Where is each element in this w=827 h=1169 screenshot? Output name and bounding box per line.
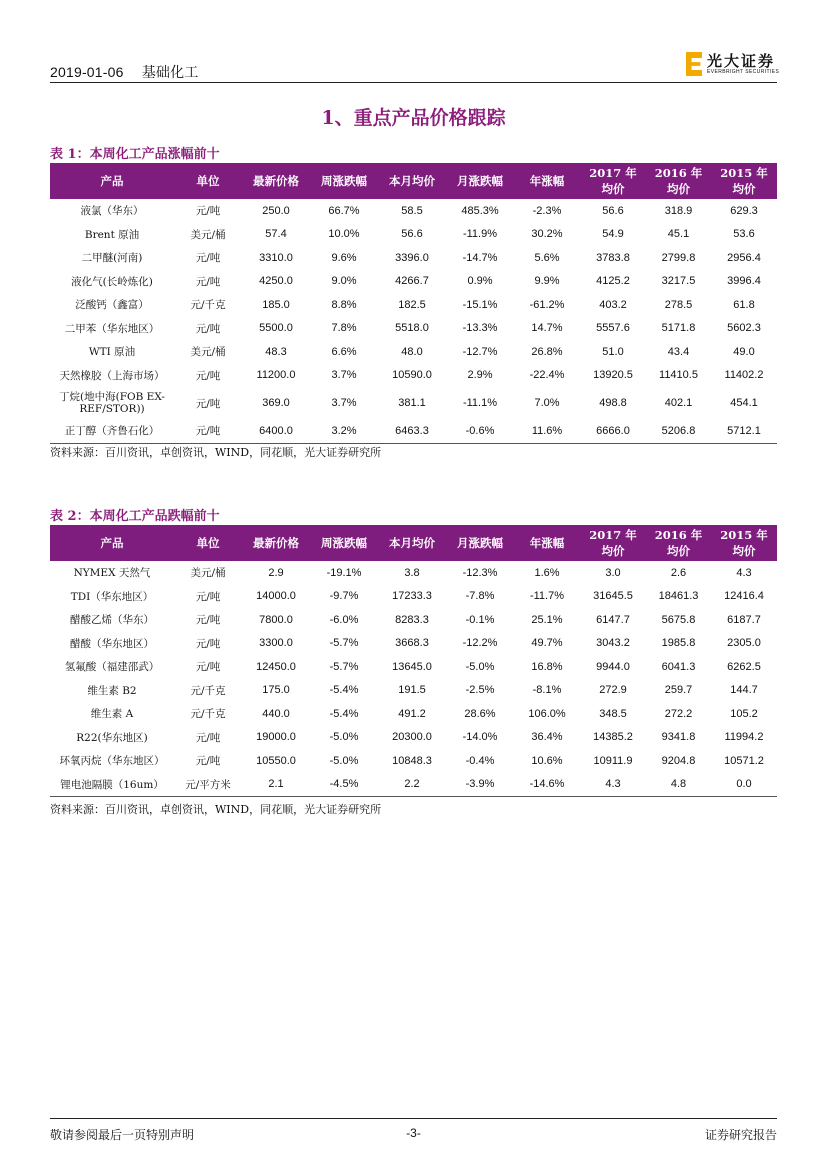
- value-cell: 8283.3: [395, 613, 429, 626]
- value-cell: -14.7%: [462, 251, 498, 264]
- column-header: [50, 163, 174, 199]
- section-title: 1、重点产品价格跟踪: [321, 107, 506, 129]
- value-cell: 6262.5: [727, 660, 761, 673]
- unit-cell: 元/吨: [195, 590, 221, 603]
- column-header: [50, 525, 174, 561]
- column-header-text: 均价: [732, 182, 756, 196]
- value-cell: 0.9%: [467, 275, 493, 288]
- unit-cell: 美元/桶: [190, 567, 226, 580]
- value-cell: 12450.0: [256, 660, 296, 673]
- value-cell: 381.1: [398, 397, 426, 409]
- value-cell: 9.0%: [331, 275, 357, 288]
- value-cell: 10550.0: [256, 754, 296, 767]
- column-header-text: 月涨跌幅: [457, 174, 503, 188]
- product-cell: 环氧丙烷（华东地区）: [59, 755, 165, 768]
- value-cell: 4266.7: [395, 275, 429, 288]
- unit-cell: 元/吨: [195, 397, 221, 410]
- value-cell: 6147.7: [596, 613, 630, 626]
- column-header-text: 月涨跌幅: [457, 536, 503, 550]
- value-cell: 11402.2: [724, 369, 764, 382]
- value-cell: 0.0: [711, 773, 777, 797]
- value-cell: 106.0%: [528, 707, 566, 720]
- value-cell: -9.7%: [329, 590, 359, 603]
- product-cell: R22(华东地区): [76, 731, 148, 744]
- product-cell: 泛酸钙（鑫富）: [75, 299, 149, 312]
- table-row: [50, 561, 777, 585]
- unit-cell: 元/吨: [195, 637, 221, 650]
- footer-disclaimer: 敬请参阅最后一页特别声明: [50, 1128, 195, 1142]
- unit-cell: 元/吨: [195, 275, 221, 288]
- value-cell: 49.7%: [531, 637, 563, 650]
- product-cell: TDI（华东地区）: [70, 590, 154, 603]
- value-cell: 61.8: [733, 298, 755, 311]
- table-row: [50, 655, 777, 679]
- value-cell: 10.0%: [328, 228, 360, 241]
- column-header-text: 均价: [601, 544, 625, 558]
- value-cell: 250.0: [262, 204, 290, 217]
- value-cell: 57.4: [265, 228, 287, 241]
- value-cell: 3.2%: [310, 419, 378, 443]
- column-header: [310, 163, 378, 199]
- value-cell: 7800.0: [259, 613, 293, 626]
- value-cell: 2.2: [378, 773, 446, 797]
- value-cell: 3300.0: [259, 637, 293, 650]
- value-cell: 2305.0: [727, 637, 761, 650]
- value-cell: 11200.0: [256, 369, 296, 382]
- product-cell: 液氯（华东）: [80, 205, 144, 218]
- unit-cell: 元/吨: [195, 205, 221, 218]
- unit-cell: 元/吨: [195, 614, 221, 627]
- value-cell: 58.5: [401, 204, 423, 217]
- value-cell: -0.4%: [465, 754, 495, 767]
- table-row: [50, 608, 777, 632]
- table-row: [50, 199, 777, 223]
- value-cell: 3.7%: [331, 397, 357, 409]
- unit-cell: 元/吨: [195, 731, 221, 744]
- value-cell: 3310.0: [259, 251, 293, 264]
- column-header: [711, 163, 777, 199]
- unit-cell: 元/千克: [190, 299, 226, 312]
- value-cell: 2799.8: [661, 251, 696, 264]
- value-cell: 9.9%: [534, 275, 560, 288]
- value-cell: 28.6%: [464, 707, 496, 720]
- product-cell: 丁烷(地中海(FOB EX-REF/STOR)): [59, 391, 165, 415]
- value-cell: -14.6%: [514, 773, 580, 797]
- value-cell: 5206.8: [646, 419, 711, 443]
- table-row: [50, 679, 777, 703]
- value-cell: -12.2%: [462, 637, 498, 650]
- table-row: [50, 749, 777, 773]
- unit-cell: 元/吨: [195, 322, 221, 335]
- column-header-text: 2017 年: [589, 166, 637, 180]
- footer-report-type: 证券研究报告: [704, 1128, 777, 1142]
- column-header: [242, 525, 310, 561]
- column-header-text: 本月均价: [389, 536, 435, 550]
- value-cell: 7.0%: [534, 397, 560, 409]
- value-cell: 182.5: [398, 298, 426, 311]
- column-header-text: 产品: [100, 536, 124, 550]
- value-cell: 36.4%: [531, 731, 563, 744]
- value-cell: -5.4%: [329, 684, 359, 697]
- column-header-text: 2017 年: [589, 528, 637, 542]
- value-cell: 6666.0: [580, 419, 646, 443]
- value-cell: 53.6: [733, 228, 755, 241]
- value-cell: -61.2%: [529, 298, 565, 311]
- value-cell: 9204.8: [661, 754, 696, 767]
- value-cell: -2.3%: [532, 204, 562, 217]
- value-cell: -2.5%: [465, 684, 495, 697]
- value-cell: 20300.0: [392, 731, 432, 744]
- logo-text-en: EVERBRIGHT SECURITIES: [707, 69, 780, 75]
- column-header: [711, 525, 777, 561]
- value-cell: 402.1: [664, 397, 693, 409]
- value-cell: -5.4%: [329, 707, 359, 720]
- value-cell: 5.6%: [534, 251, 560, 264]
- unit-cell: 美元/桶: [190, 346, 226, 359]
- value-cell: 144.7: [730, 684, 758, 697]
- unit-cell: 元/吨: [195, 755, 221, 768]
- table-row: [50, 223, 777, 247]
- value-cell: 2.1: [242, 773, 310, 797]
- value-cell: -14.0%: [462, 731, 498, 744]
- table-row: [50, 293, 777, 317]
- value-cell: 5500.0: [259, 322, 293, 335]
- value-cell: 498.8: [599, 397, 627, 409]
- column-header: [580, 525, 646, 561]
- value-cell: -5.7%: [329, 660, 359, 673]
- value-cell: 2.9%: [467, 369, 493, 382]
- column-header-text: 单位: [196, 536, 220, 550]
- column-header-text: 均价: [667, 544, 690, 558]
- table-top-gainers: [50, 163, 777, 444]
- value-cell: 14000.0: [256, 590, 296, 603]
- value-cell: 3783.8: [596, 251, 630, 264]
- value-cell: 2.6: [670, 566, 687, 579]
- value-cell: -7.8%: [465, 590, 495, 603]
- value-cell: 6463.3: [378, 419, 446, 443]
- value-cell: 259.7: [664, 684, 693, 697]
- product-cell: 正丁醇（齐鲁石化）: [50, 419, 174, 443]
- value-cell: -4.5%: [310, 773, 378, 797]
- value-cell: 56.6: [401, 228, 423, 241]
- value-cell: 17233.3: [392, 590, 432, 603]
- unit-cell: 元/吨: [195, 252, 221, 265]
- value-cell: 3.8: [404, 566, 420, 579]
- value-cell: 10911.9: [593, 754, 633, 767]
- value-cell: 13920.5: [593, 369, 633, 382]
- value-cell: 10.6%: [531, 754, 563, 767]
- product-cell: WTI 原油: [88, 346, 136, 359]
- product-cell: Brent 原油: [84, 228, 140, 241]
- value-cell: 9944.0: [596, 660, 630, 673]
- value-cell: -6.0%: [329, 613, 359, 626]
- column-header: [174, 163, 242, 199]
- table-row: [50, 270, 777, 294]
- unit-cell: 美元/桶: [190, 228, 226, 241]
- value-cell: 48.3: [265, 345, 287, 358]
- value-cell: 3217.5: [661, 275, 696, 288]
- value-cell: -15.1%: [462, 298, 498, 311]
- value-cell: 4.3: [736, 566, 752, 579]
- value-cell: 6187.7: [727, 613, 761, 626]
- value-cell: -11.1%: [462, 397, 498, 409]
- value-cell: 49.0: [733, 345, 755, 358]
- value-cell: 2.9: [268, 566, 284, 579]
- column-header: [378, 525, 446, 561]
- table-row: [50, 702, 777, 726]
- value-cell: 4.8: [646, 773, 711, 797]
- value-cell: 48.0: [401, 345, 423, 358]
- product-cell: 液化气(长岭炼化): [71, 275, 153, 288]
- value-cell: -22.4%: [529, 369, 565, 382]
- value-cell: 14385.2: [593, 731, 633, 744]
- value-cell: 454.1: [730, 397, 758, 409]
- value-cell: 13645.0: [392, 660, 432, 673]
- value-cell: 3396.0: [395, 251, 429, 264]
- product-cell: 维生素 A: [90, 708, 134, 721]
- column-header: [646, 525, 711, 561]
- column-header-text: 年涨幅: [529, 174, 565, 188]
- value-cell: 369.0: [262, 397, 290, 409]
- page-number: -3-: [406, 1126, 421, 1140]
- value-cell: 51.0: [602, 345, 624, 358]
- value-cell: -11.7%: [529, 590, 565, 603]
- value-cell: -0.1%: [465, 613, 495, 626]
- value-cell: -12.7%: [462, 345, 498, 358]
- value-cell: 1.6%: [534, 566, 560, 579]
- value-cell: 3043.2: [596, 637, 630, 650]
- value-cell: 45.1: [667, 228, 690, 241]
- table-row: [50, 246, 777, 270]
- column-header: [378, 163, 446, 199]
- value-cell: 485.3%: [461, 204, 499, 217]
- table-row: [50, 340, 777, 364]
- column-header-text: 产品: [100, 174, 124, 188]
- logo-mark-icon: [686, 52, 702, 76]
- column-header-text: 2015 年: [720, 166, 768, 180]
- value-cell: 4250.0: [259, 275, 293, 288]
- value-cell: -11.9%: [462, 228, 498, 241]
- value-cell: 3.0: [605, 566, 621, 579]
- table-header-row: [50, 163, 777, 199]
- product-cell: 氢氟酸（福建邵武）: [64, 661, 160, 674]
- value-cell: 19000.0: [256, 731, 296, 744]
- value-cell: -5.0%: [329, 731, 359, 744]
- unit-cell: 元/吨: [174, 419, 242, 443]
- value-cell: 3.7%: [331, 369, 357, 382]
- value-cell: 10848.3: [392, 754, 432, 767]
- unit-cell: 元/平方米: [174, 773, 242, 797]
- table-row: [50, 773, 777, 797]
- value-cell: 5557.6: [596, 322, 630, 335]
- value-cell: 5675.8: [661, 613, 696, 626]
- table2-source: 资料来源：百川资讯，卓创资讯，WIND，同花顺，光大证券研究所: [50, 803, 382, 816]
- table-row: [50, 585, 777, 609]
- value-cell: -5.0%: [465, 660, 495, 673]
- value-cell: 5518.0: [395, 322, 429, 335]
- column-header: [174, 525, 242, 561]
- value-cell: 318.9: [664, 204, 693, 217]
- column-header: [310, 525, 378, 561]
- value-cell: 5712.1: [711, 419, 777, 443]
- value-cell: -13.3%: [462, 322, 498, 335]
- value-cell: 185.0: [262, 298, 290, 311]
- product-cell: 二甲醚(河南): [81, 252, 143, 265]
- value-cell: 272.2: [664, 707, 693, 720]
- value-cell: 5602.3: [727, 322, 761, 335]
- value-cell: 6400.0: [242, 419, 310, 443]
- table2-caption: 表 2：本周化工产品跌幅前十: [50, 509, 220, 524]
- product-cell: 维生素 B2: [87, 684, 137, 697]
- value-cell: -19.1%: [326, 566, 362, 579]
- unit-cell: 元/吨: [195, 661, 221, 674]
- column-header: [514, 525, 580, 561]
- column-header: [446, 525, 514, 561]
- table1-caption: 表 1：本周化工产品涨幅前十: [50, 147, 220, 162]
- value-cell: 31645.5: [593, 590, 633, 603]
- broker-logo: [686, 50, 782, 80]
- column-header-text: 2015 年: [720, 528, 768, 542]
- header-divider: [50, 82, 777, 83]
- value-cell: 25.1%: [531, 613, 563, 626]
- value-cell: -5.0%: [329, 754, 359, 767]
- column-header-text: 单位: [196, 174, 220, 188]
- product-cell: 醋酸（华东地区）: [70, 637, 154, 650]
- column-header-text: 本月均价: [389, 174, 435, 188]
- report-date: 2019-01-06: [50, 64, 124, 80]
- value-cell: 14.7%: [531, 322, 563, 335]
- product-cell: NYMEX 天然气: [73, 567, 151, 580]
- value-cell: 66.7%: [328, 204, 360, 217]
- table-row: [50, 317, 777, 341]
- value-cell: 278.5: [664, 298, 693, 311]
- column-header-text: 周涨跌幅: [321, 174, 367, 188]
- value-cell: 10590.0: [392, 369, 432, 382]
- product-cell: 锂电池隔膜（16um）: [50, 773, 174, 797]
- value-cell: 348.5: [599, 707, 627, 720]
- value-cell: 11994.2: [724, 731, 764, 744]
- value-cell: 4.3: [580, 773, 646, 797]
- value-cell: -12.3%: [462, 566, 498, 579]
- column-header: [646, 163, 711, 199]
- value-cell: 56.6: [602, 204, 624, 217]
- column-header-text: 均价: [601, 182, 625, 196]
- value-cell: 9341.8: [661, 731, 696, 744]
- product-cell: 二甲苯（华东地区）: [64, 322, 160, 335]
- logo-text-cn: 光大证券: [707, 52, 776, 70]
- unit-cell: 元/吨: [195, 369, 221, 382]
- value-cell: 12416.4: [724, 590, 764, 603]
- column-header-text: 最新价格: [253, 174, 299, 188]
- product-cell: 天然橡胶（上海市场）: [59, 369, 165, 382]
- column-header: [446, 163, 514, 199]
- column-header-text: 均价: [667, 182, 690, 196]
- table-row: [50, 364, 777, 388]
- footer-divider: [50, 1118, 777, 1119]
- value-cell: 440.0: [262, 707, 290, 720]
- value-cell: 43.4: [667, 345, 690, 358]
- report-header: [50, 62, 213, 82]
- value-cell: 7.8%: [331, 322, 357, 335]
- value-cell: 1985.8: [661, 637, 696, 650]
- column-header: [514, 163, 580, 199]
- table-row: [50, 632, 777, 656]
- column-header-text: 周涨跌幅: [321, 536, 367, 550]
- value-cell: 272.9: [599, 684, 627, 697]
- value-cell: 16.8%: [531, 660, 563, 673]
- column-header: [242, 163, 310, 199]
- value-cell: -3.9%: [446, 773, 514, 797]
- table-row: [50, 726, 777, 750]
- column-header-text: 2016 年: [654, 166, 703, 180]
- value-cell: -0.6%: [446, 419, 514, 443]
- report-industry: 基础化工: [141, 64, 199, 80]
- value-cell: 2956.4: [727, 251, 761, 264]
- value-cell: 6.6%: [331, 345, 357, 358]
- value-cell: 3996.4: [727, 275, 761, 288]
- column-header-text: 均价: [732, 544, 756, 558]
- value-cell: 3668.3: [395, 637, 429, 650]
- column-header-text: 年涨幅: [529, 536, 565, 550]
- column-header-text: 2016 年: [654, 528, 703, 542]
- value-cell: 4125.2: [596, 275, 630, 288]
- value-cell: 191.5: [398, 684, 426, 697]
- value-cell: 175.0: [262, 684, 290, 697]
- table-top-losers: [50, 525, 777, 797]
- value-cell: 5171.8: [661, 322, 696, 335]
- value-cell: 403.2: [599, 298, 627, 311]
- unit-cell: 元/千克: [190, 708, 226, 721]
- table1-source: 资料来源：百川资讯，卓创资讯，WIND，同花顺，光大证券研究所: [50, 446, 382, 459]
- table-row: [50, 419, 777, 443]
- value-cell: 10571.2: [724, 754, 764, 767]
- unit-cell: 元/千克: [190, 684, 226, 697]
- table-row: [50, 387, 777, 419]
- column-header-text: 最新价格: [253, 536, 299, 550]
- value-cell: 30.2%: [531, 228, 563, 241]
- value-cell: 105.2: [730, 707, 758, 720]
- value-cell: -5.7%: [329, 637, 359, 650]
- table-header-row: [50, 525, 777, 561]
- value-cell: -8.1%: [532, 684, 562, 697]
- value-cell: 18461.3: [658, 590, 699, 603]
- value-cell: 491.2: [398, 707, 426, 720]
- value-cell: 54.9: [602, 228, 624, 241]
- value-cell: 6041.3: [661, 660, 696, 673]
- column-header: [580, 163, 646, 199]
- value-cell: 9.6%: [331, 251, 357, 264]
- product-cell: 醋酸乙烯（华东）: [70, 614, 154, 627]
- value-cell: 629.3: [730, 204, 758, 217]
- value-cell: 8.8%: [331, 298, 357, 311]
- value-cell: 11.6%: [514, 419, 580, 443]
- value-cell: 26.8%: [531, 345, 563, 358]
- value-cell: 11410.5: [659, 369, 698, 382]
